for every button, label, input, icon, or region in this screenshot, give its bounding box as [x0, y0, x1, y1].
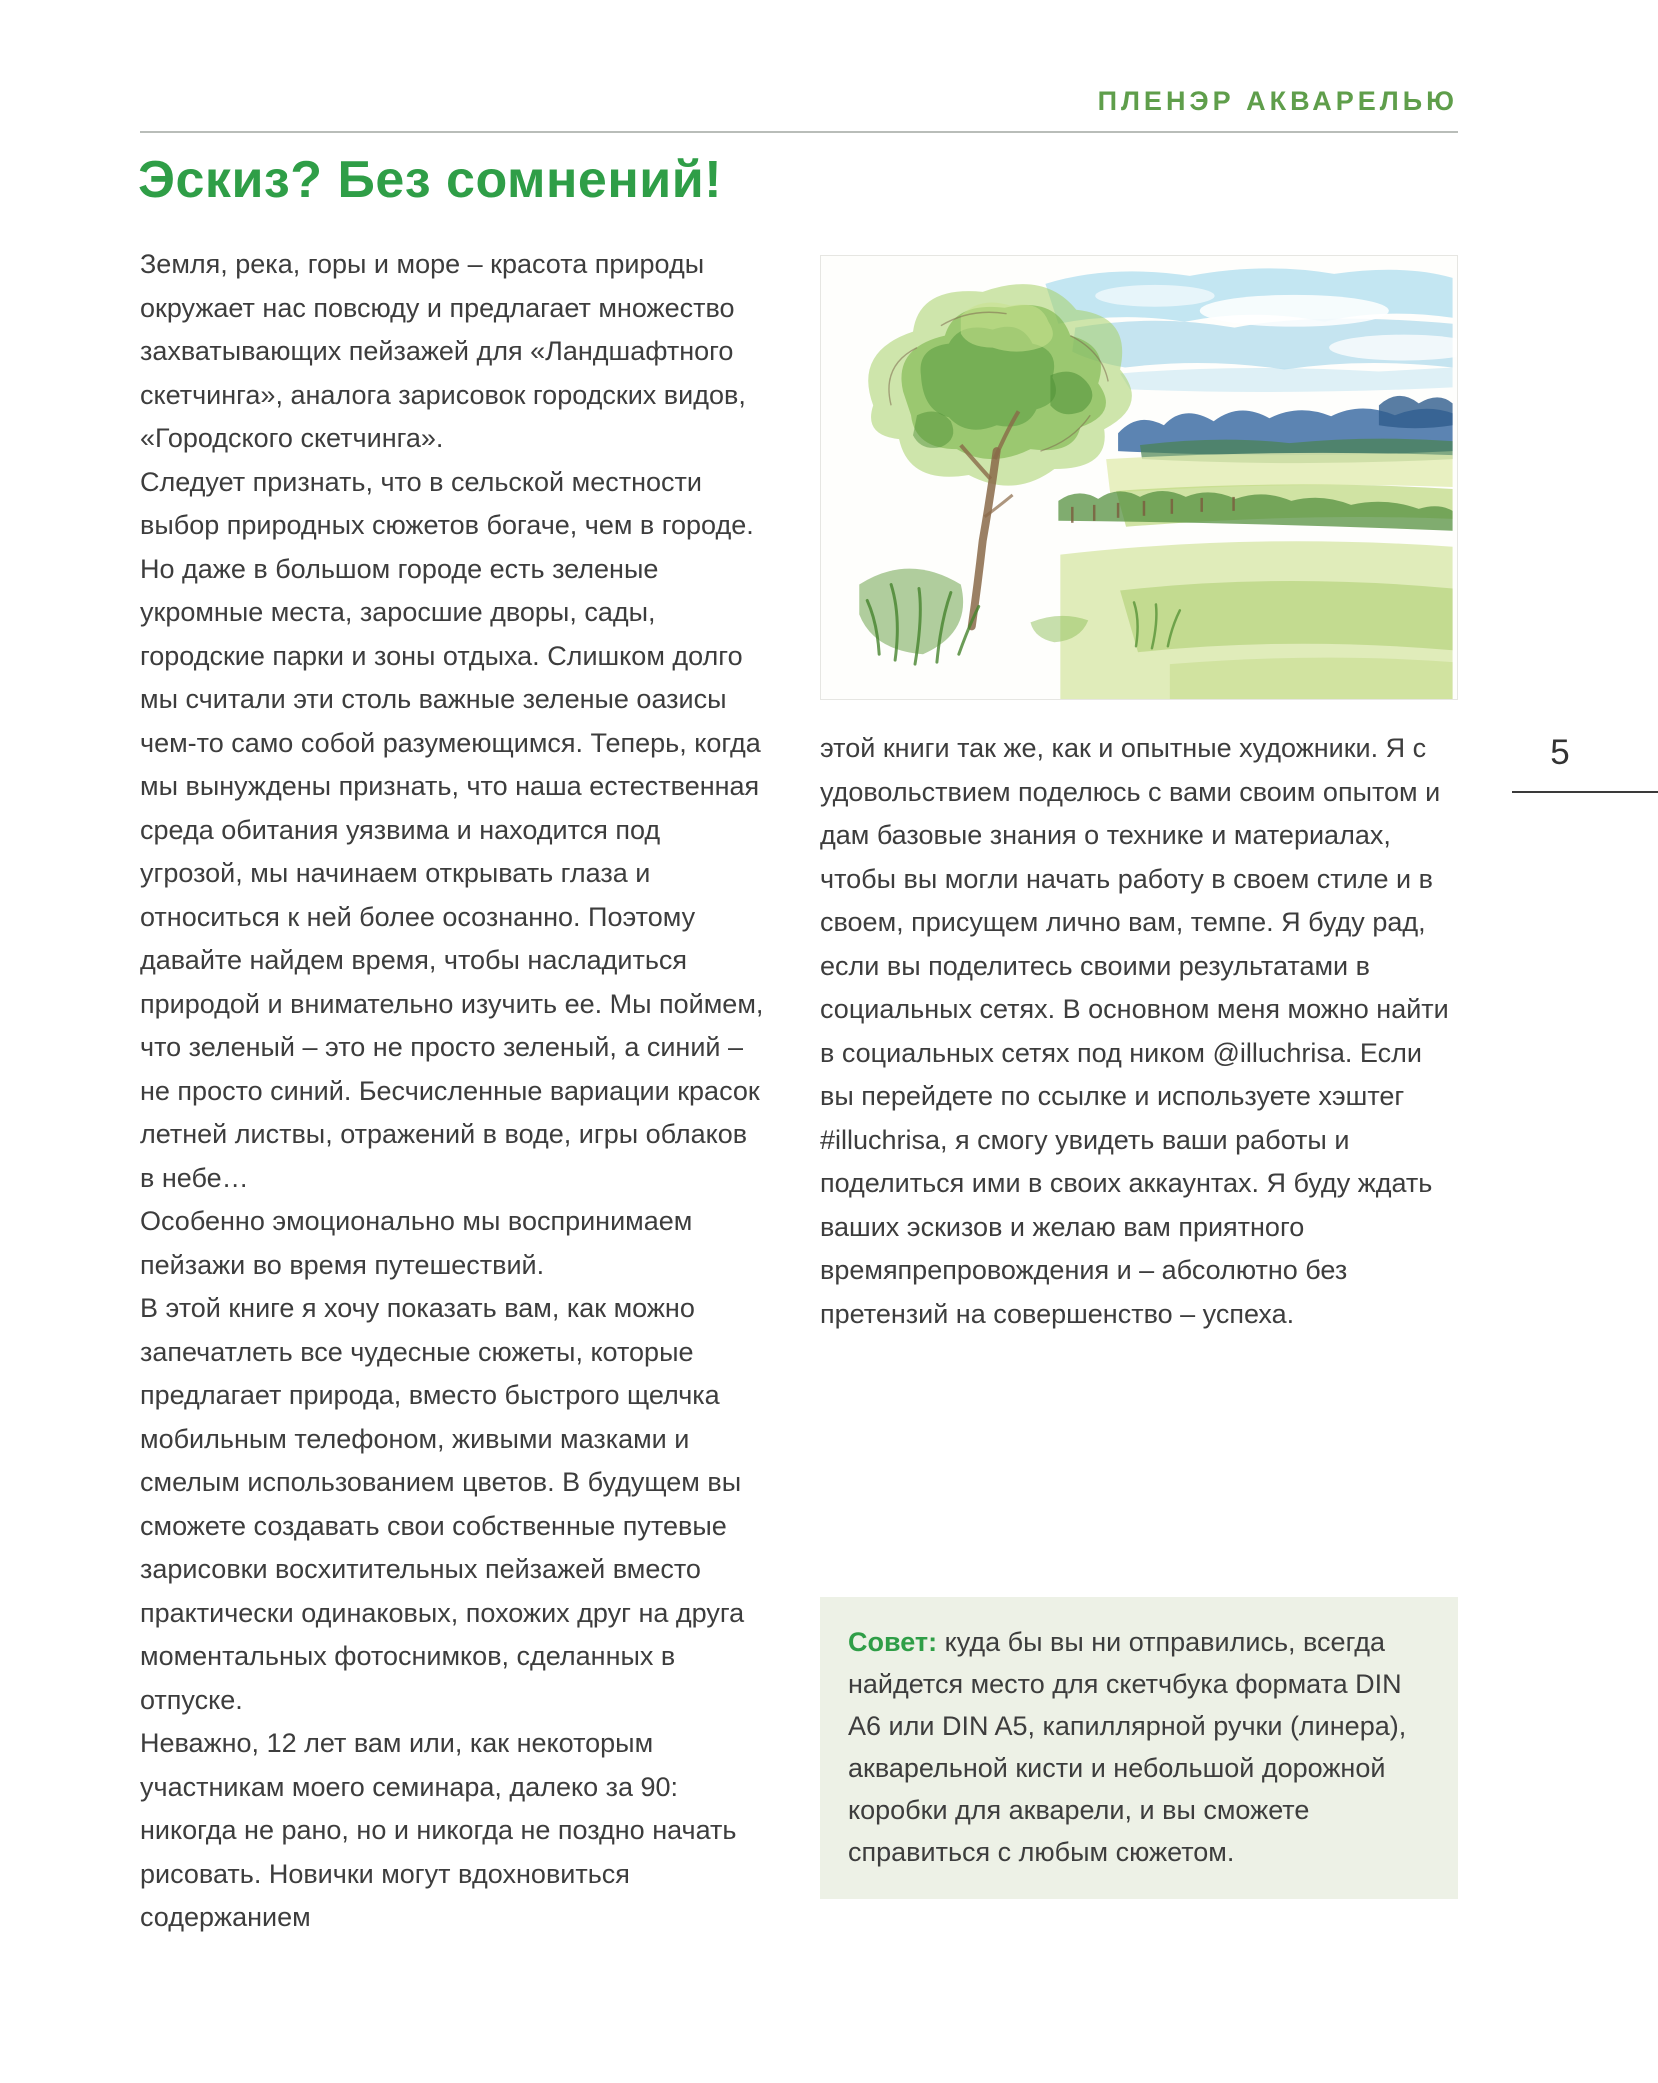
right-column-text: этой книги так же, как и опытные художники. Я с удовольствием поделюсь с вами своим опытом и дам базовые знания о технике и материалах, чтобы вы могли начать работу в своем стиле и в своем, присущем лично вам, темпе. Я буду рад, если вы поделитесь своими результатами в социальных сетях. В основном меня можно найти в социальных сетях под ником @illuchrisa. Если вы перейдете по ссылке и используете хэштег #illuchrisa, я смогу увидеть ваши работы и поделиться ими в своих аккаунтах. Я буду ждать ваших эскизов и желаю вам приятного времяпрепровождения и – абсолютно без претензий на совершенство – успеха.	[820, 733, 1449, 1329]
page-title: Эскиз? Без сомнений!	[138, 151, 723, 209]
paragraph: Неважно, 12 лет вам или, как некоторым участникам моего семинара, далеко за 90: никогда не рано, но и никогда не поздно начать рисовать. Новички могут вдохновиться содержанием	[140, 1728, 737, 1932]
tip-box	[820, 1597, 1458, 1899]
tip-label: Совет:	[848, 1627, 938, 1657]
cloud	[1200, 295, 1389, 327]
watercolor-illustration	[820, 255, 1458, 700]
cloud	[1095, 285, 1214, 307]
paragraph: Следует признать, что в сельской местности выбор природных сюжетов богаче, чем в городе. Но даже в большом городе есть зеленые укромные места, заросшие дворы, сады, городские парки и зоны отдыха. Слишком долго мы считали эти столь важные зеленые оазисы чем-то само собой разумеющимся. Теперь, когда мы вынуждены признать, что наша естественная среда обитания уязвима и находится под угрозой, мы начинаем открывать глаза и относиться к ней более осознанно. Поэтому давайте найдем время, чтобы насладиться природой и внимательно изучить ее. Мы поймем, что зеленый – это не просто зеленый, а синий – не просто синий. Бесчисленные вариации красок летней листвы, отражений в воде, игры облаков в небе…	[140, 466, 764, 1193]
fields	[1060, 453, 1452, 699]
paragraph: Особенно эмоционально мы воспринимаем пейзажи во время путешествий.	[140, 1206, 693, 1280]
tip-text: куда бы вы ни отправились, всегда найдется место для скетчбука формата DIN A6 или DIN A5, капиллярной ручки (линера), акварельной кисти и небольшой дорожной коробки для акварели, и вы сможете справиться с любым сюжетом.	[848, 1627, 1407, 1867]
paragraph: В этой книге я хочу показать вам, как можно запечатлеть все чудесные сюжеты, которые предлагает природа, вместо быстрого щелчка мобильным телефоном, живыми мазками и смелым использованием цветов. В будущем вы сможете создавать свои собственные путевые зарисовки восхитительных пейзажей вместо практически одинаковых, похожих друг на друга моментальных фотоснимков, сделанных в отпуске.	[140, 1293, 745, 1715]
header-rule	[140, 131, 1458, 133]
running-head: ПЛЕНЭР АКВАРЕЛЬЮ	[1097, 86, 1458, 116]
paragraph: Земля, река, горы и море – красота природы окружает нас повсюду и предлагает множество захватывающих пейзажей для «Ландшафтного скетчинга», аналога зарисовок городских видов, «Городского скетчинга».	[140, 249, 746, 453]
page-number-rule	[1512, 791, 1658, 793]
page-number: 5	[1550, 733, 1570, 772]
watercolor-landscape-svg	[821, 256, 1457, 699]
left-column	[140, 243, 768, 1940]
